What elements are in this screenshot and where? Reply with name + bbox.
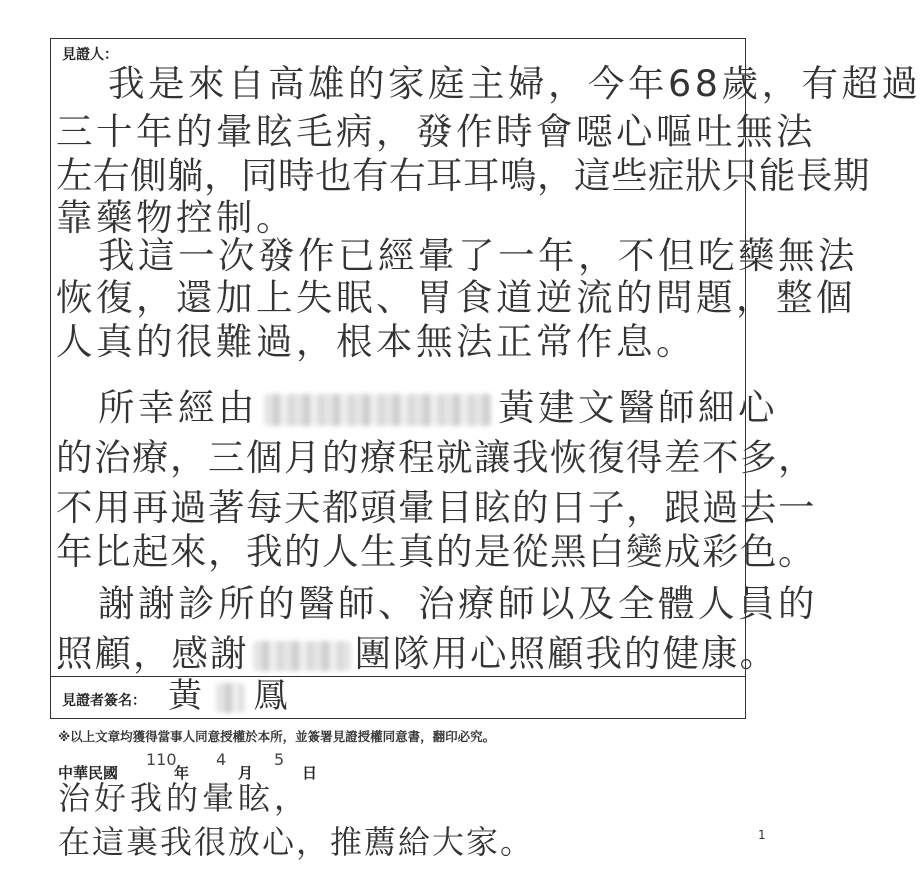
- testimony-line-3: 左右側躺，同時也有右耳耳鳴，這些症狀只能長期: [56, 154, 870, 197]
- signer-label: 見證者簽名：: [62, 693, 146, 709]
- testimony-line-10: 不用再過著每天都頭暈目眩的日子，跟過去一: [56, 486, 816, 529]
- page-number: 1: [758, 828, 766, 842]
- signature-first-char: 黃: [168, 676, 206, 716]
- testimony-line-6: 恢復，還加上失眠、胃食道逆流的問題，整個: [56, 276, 856, 319]
- witness-label: 見證人：: [62, 47, 118, 63]
- date-day-value: 5: [274, 750, 285, 769]
- date-month-value: 4: [216, 750, 227, 769]
- testimony-line-4: 靠藥物控制。: [56, 196, 296, 239]
- date-era-label: 中華民國: [58, 764, 119, 782]
- testimony-line-13-end: 團隊用心照顧我的健康。: [354, 632, 778, 675]
- testimony-line-12: 謝謝診所的醫師、治療師以及全體人員的: [98, 582, 818, 625]
- date-day-label: 日: [302, 764, 318, 782]
- testimony-line-1: 我是來自高雄的家庭主婦，今年68歲，有超過: [108, 62, 921, 105]
- testimony-line-13-start: 照顧，感謝: [56, 632, 249, 675]
- signature-last-char: 鳳: [253, 676, 291, 716]
- footer-note-line-1: 治好我的暈眩，: [58, 779, 311, 817]
- redacted-signature-char: [216, 683, 244, 713]
- testimony-line-5: 我這一次發作已經暈了一年，不但吃藥無法: [98, 234, 858, 277]
- footer-note-line-2: 在這裏我很放心，推薦給大家。: [58, 823, 535, 861]
- testimony-line-9: 的治療，三個月的療程就讓我恢復得差不多，: [56, 436, 816, 479]
- redacted-clinic-name-2: [253, 641, 351, 671]
- date-month-label: 月: [238, 764, 254, 782]
- date-year-label: 年: [174, 764, 190, 782]
- testimony-line-11: 年比起來，我的人生真的是從黑白變成彩色。: [56, 530, 816, 573]
- testimony-line-8: [98, 384, 778, 432]
- signer-signature: [168, 672, 291, 720]
- testimony-line-2: 三十年的暈眩毛病，發作時會噁心嘔吐無法: [56, 110, 816, 153]
- testimony-line-8-end: 黃建文醫師細心: [498, 386, 778, 429]
- testimony-line-13: [56, 630, 778, 678]
- copyright-notice: ※以上文章均獲得當事人同意授權於本所，並簽署見證授權同意書，翻印必究。: [58, 729, 496, 744]
- date-year-value: 110: [146, 750, 177, 769]
- redacted-clinic-name: [264, 394, 492, 426]
- testimony-line-7: 人真的很難過，根本無法正常作息。: [56, 320, 696, 363]
- testimony-line-8-start: 所幸經由: [98, 386, 258, 429]
